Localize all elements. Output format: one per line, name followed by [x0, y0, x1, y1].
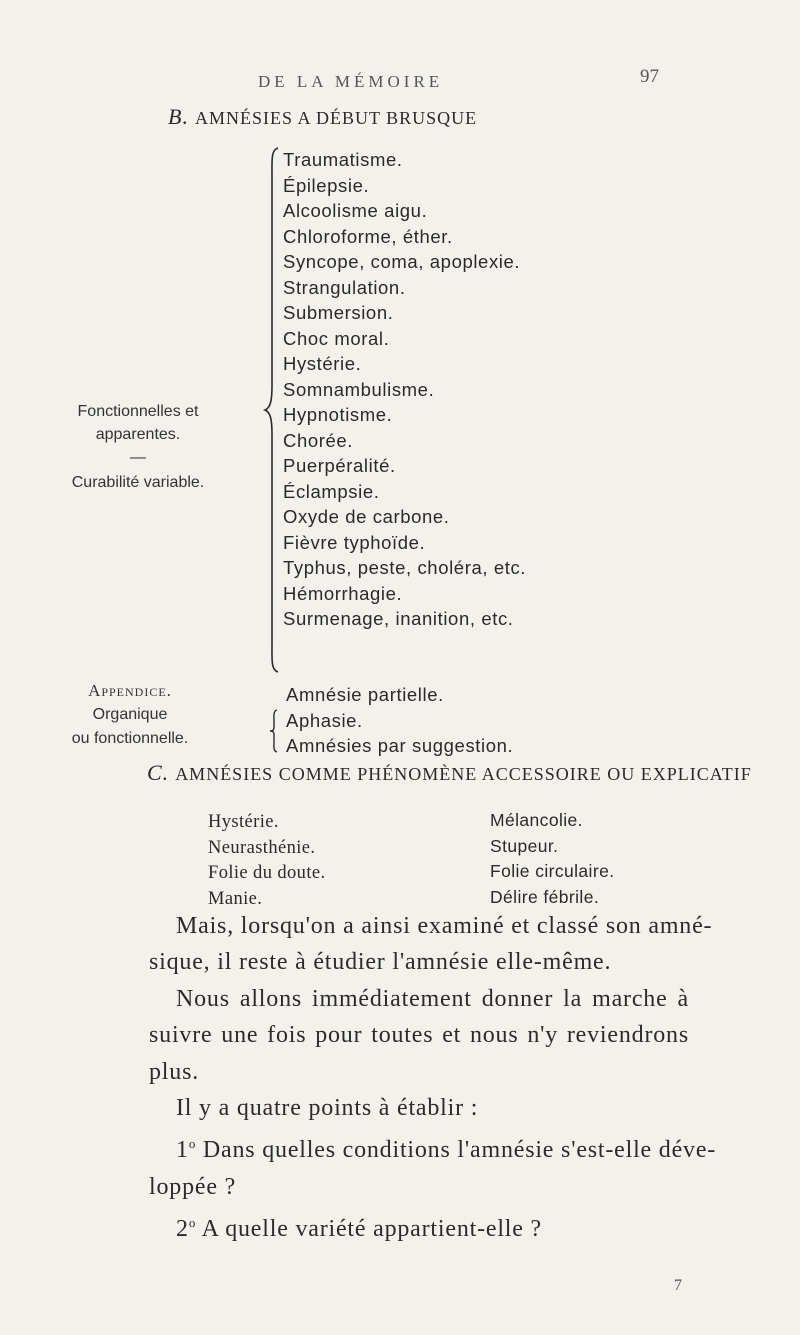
body-line: Nous allons immédiatement donner la marche à — [176, 985, 689, 1012]
item-text: Dans quelles conditions l'amnésie s'est-elle déve- — [196, 1137, 717, 1164]
list-item: Folie circulaire. — [490, 861, 615, 881]
ordinal-sup: o — [188, 1215, 197, 1231]
list-item: Hystérie. — [208, 812, 279, 832]
appendix-label: Appendice. — [88, 681, 172, 700]
list-item: Manie. — [208, 888, 263, 909]
body-line: sique, il reste à étudier l'amnésie elle-même. — [149, 949, 612, 976]
list-item: Folie du doute. — [208, 863, 326, 883]
appendix-label-2: Organique — [92, 706, 168, 723]
page-number: 97 — [640, 66, 659, 87]
section-c-left-column — [208, 810, 326, 912]
appendix-list — [286, 682, 513, 759]
list-item: Strangulation. — [283, 276, 406, 298]
section-b-brace — [262, 146, 282, 674]
section-c-heading — [147, 760, 752, 786]
ordinal-sup: o — [188, 1136, 197, 1152]
list-item: Amnésies par suggestion. — [286, 735, 514, 756]
body-text — [149, 908, 717, 1248]
section-b-list — [283, 147, 526, 632]
list-item: Fièvre typhoïde. — [283, 531, 426, 553]
running-head: DE LA MÉMOIRE — [258, 72, 444, 91]
body-line: plus. — [149, 1058, 200, 1085]
list-item: Stupeur. — [490, 835, 559, 856]
section-c-letter: C. — [147, 760, 170, 785]
list-item: Aphasie. — [286, 709, 363, 731]
item-number: 1 — [176, 1137, 189, 1164]
list-item: Puerpéralité. — [283, 455, 396, 476]
list-item: Somnambulisme. — [283, 378, 435, 400]
section-c-title: AMNÉSIES COMME PHÉNOMÈNE ACCESSOIRE OU EXPLICATIF — [175, 764, 752, 784]
body-line: Mais, lorsqu'on a ainsi examiné et classé son amné- — [176, 913, 713, 939]
list-item: Délire fébrile. — [490, 886, 600, 907]
side-label-line2: apparentes. — [95, 426, 181, 443]
body-line: loppée ? — [149, 1173, 237, 1200]
section-b-title: AMNÉSIES A DÉBUT BRUSQUE — [194, 108, 478, 128]
body-line: Il y a quatre points à établir : — [176, 1095, 479, 1122]
list-item: Chloroforme, éther. — [283, 225, 453, 247]
list-item: Surmenage, inanition, etc. — [283, 608, 514, 629]
list-item: Hémorrhagie. — [283, 582, 403, 604]
list-item: Amnésie partielle. — [286, 684, 444, 705]
signature-mark: 7 — [674, 1277, 682, 1294]
list-item: Submersion. — [283, 302, 394, 323]
list-item: Éclampsie. — [283, 480, 380, 502]
list-item: Alcoolisme aigu. — [283, 200, 428, 221]
section-b-heading — [168, 104, 477, 130]
body-line: suivre une fois pour toutes et nous n'y reviendrons — [149, 1022, 689, 1049]
item-text: A quelle variété appartient-elle ? — [196, 1216, 542, 1243]
item-number: 2 — [176, 1216, 189, 1243]
section-c-right-column — [490, 808, 614, 910]
list-item: Neurasthénie. — [208, 837, 316, 858]
list-item: Typhus, peste, choléra, etc. — [283, 557, 527, 578]
list-item: Syncope, coma, apoplexie. — [283, 251, 521, 272]
list-item: Mélancolie. — [490, 810, 583, 830]
section-b-letter: B. — [168, 104, 189, 129]
side-label-line1: Fonctionnelles et — [77, 403, 199, 420]
list-item: Oxyde de carbone. — [283, 506, 450, 527]
list-item: Traumatisme. — [283, 149, 403, 170]
list-item: Épilepsie. — [283, 174, 370, 196]
list-item: Hystérie. — [283, 353, 362, 374]
list-item: Choc moral. — [283, 327, 390, 349]
side-label-line3: — — [130, 449, 146, 466]
appendix-brace — [268, 708, 280, 754]
list-item: Chorée. — [283, 429, 354, 451]
list-item: Hypnotisme. — [283, 404, 393, 425]
appendix-label-3: ou fonctionnelle. — [71, 730, 189, 747]
side-label-line4: Curabilité variable. — [71, 474, 205, 491]
body-line-numbered — [149, 1126, 717, 1168]
body-line-numbered — [149, 1205, 689, 1247]
